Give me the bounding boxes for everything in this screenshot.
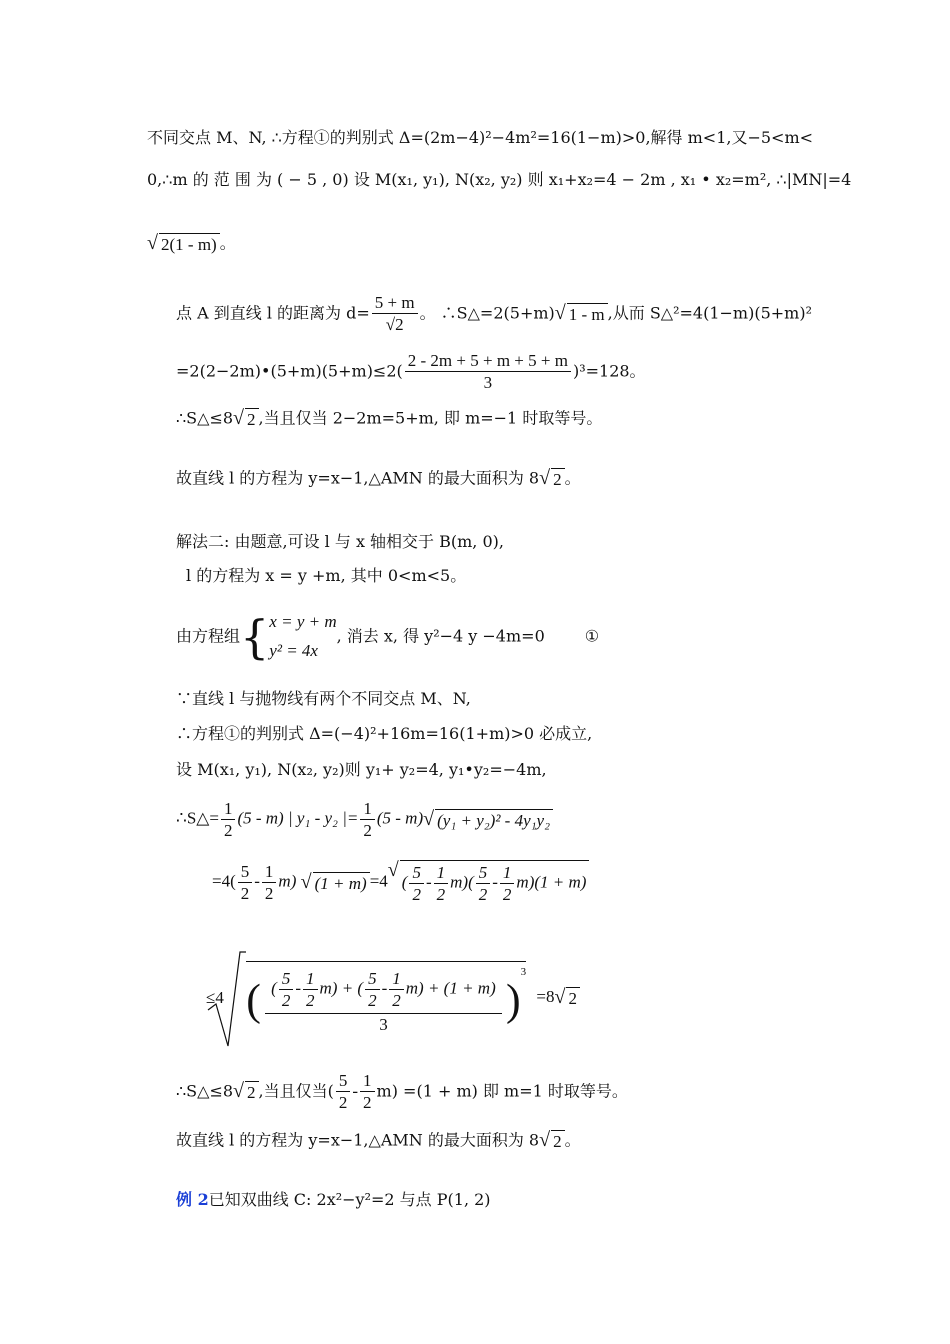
text-line-10: 由方程组{ x = y + m y² = 4x , 消去 x, 得 y²−4 y −4m=0 ① bbox=[176, 609, 600, 664]
text-line-12: ∴方程①的判别式 Δ=(−4)²+16m=16(1+m)>0 必成立, bbox=[176, 724, 593, 743]
sqrt-expression: √ 2(1 - m) bbox=[147, 233, 220, 255]
text-line-13: 设 M(x₁, y₁), N(x₂, y₂)则 y₁+ y₂=4, y₁•y₂=−4m, bbox=[176, 760, 547, 779]
sqrt-expression-large: √ ( $\frac{5}{2}$ - $\frac{1}{2}$ m)( $\frac{5}{2}$ - $\frac{1}{2}$ m)(1 + m) bbox=[388, 860, 590, 906]
fraction-five-half: $\frac{5}{2}$ bbox=[238, 861, 253, 905]
text-line-14: ∴S△= $\frac{1}{2}$ (5 - m) | y₁ - y₂ |= $\frac{1}{2}$ (5 - m)√ (y₁ + y₂)² - 4y₁y₂ bbox=[176, 798, 553, 842]
example-2-heading: 例 2已知双曲线 C: 2x²−y²=2 与点 P(1, 2) bbox=[176, 1190, 491, 1209]
text-line-9: l 的方程为 x = y +m, 其中 0<m<5。 bbox=[186, 566, 467, 585]
sqrt-expression: √ 2 bbox=[539, 468, 565, 490]
text-line-15: =4( $\frac{5}{2}$ - $\frac{1}{2}$ m) √ (1 + m) =4√ ( $\frac{5}{2}$ - $\frac{1}{2}$ m)( $\frac{5}{2}$ - $\frac{1}{2}$ m)(1 + m) bbox=[212, 860, 589, 906]
text-line-2: 0,∴m 的 范 围 为 ( − 5 , 0) 设 M(x₁, y₁), N(x₂, y₂) 则 x₁+x₂=4 − 2m , x₁ • x₂=m², ∴|MN|=4 bbox=[147, 170, 852, 189]
text-line-8: 解法二: 由题意,可设 l 与 x 轴相交于 B(m, 0), bbox=[176, 532, 504, 551]
sqrt-expression: √ 2 bbox=[554, 987, 580, 1009]
text-line-18: 故直线 l 的方程为 y=x−1,△AMN 的最大面积为 8√ 2 。 bbox=[176, 1130, 581, 1152]
text-line-3: √ 2(1 - m) 。 bbox=[147, 233, 236, 255]
text-line-17: ∴S△≤8√ 2 ,当且仅当( $\frac{5}{2}$ - $\frac{1}{2}$ m) =(1 + m) 即 m=1 时取等号。 bbox=[176, 1070, 628, 1114]
text-line-1: 不同交点 M、N, ∴方程①的判别式 Δ=(2m−4)²−4m²=16(1−m)>0,解得 m<1,又−5<m< bbox=[147, 128, 814, 147]
fraction: $\frac{5 + m}{√2}$ bbox=[372, 292, 418, 336]
fraction-big: ( $\frac{5}{2}$ - $\frac{1}{2}$ m) + ( $\frac{5}{2}$ - $\frac{1}{2}$ m) + (1 + m) 3 bbox=[265, 966, 502, 1036]
sqrt-expression: √ (1 + m) bbox=[301, 872, 370, 894]
equation-system: x = y + m y² = 4x bbox=[269, 612, 337, 660]
sqrt-expression: √ 1 - m bbox=[555, 303, 608, 325]
sqrt-expression: √ 2 bbox=[233, 1081, 259, 1103]
text-line-16: ≤4 ( ( $\frac{5}{2}$ - $\frac{1}{2}$ m) + ( $\frac{5}{2}$ - $\frac{1}{2}$ m) + (1 + m) 3 )$^3$ =8√ 2 bbox=[206, 948, 580, 1048]
sqrt-expression: √ 2 bbox=[539, 1130, 565, 1152]
text-line-4: 点 A 到直线 l 的距离为 d= $\frac{5 + m}{√2}$ 。 ∴S△=2(5+m)√ 1 - m ,从而 S△²=4(1−m)(5+m)² bbox=[176, 292, 812, 336]
fraction: $\frac{2 - 2m + 5 + m + 5 + m}{3}$ bbox=[405, 350, 571, 394]
sqrt-expression: √ (y₁ + y₂)² - 4y₁y₂ bbox=[423, 809, 553, 831]
text-line-11: ∵直线 l 与抛物线有两个不同交点 M、N, bbox=[176, 689, 471, 708]
fraction-half: $\frac{1}{2}$ bbox=[360, 798, 375, 842]
fraction-half: $\frac{1}{2}$ bbox=[360, 1070, 375, 1114]
left-brace: { bbox=[240, 609, 270, 664]
fraction-five-half: $\frac{5}{2}$ bbox=[336, 1070, 351, 1114]
fraction-half: $\frac{1}{2}$ bbox=[221, 798, 236, 842]
sqrt-expression: √ 2 bbox=[233, 408, 259, 430]
example-label: 例 2 bbox=[176, 1190, 209, 1209]
text-line-7: 故直线 l 的方程为 y=x−1,△AMN 的最大面积为 8√ 2 。 bbox=[176, 468, 581, 490]
text-line-6: ∴S△≤8√ 2 ,当且仅当 2−2m=5+m, 即 m=−1 时取等号。 bbox=[176, 408, 602, 430]
text-line-5: =2(2−2m)•(5+m)(5+m)≤2( $\frac{2 - 2m + 5 + m + 5 + m}{3}$ )³=128。 bbox=[176, 351, 646, 393]
fraction-half: $\frac{1}{2}$ bbox=[262, 861, 277, 905]
